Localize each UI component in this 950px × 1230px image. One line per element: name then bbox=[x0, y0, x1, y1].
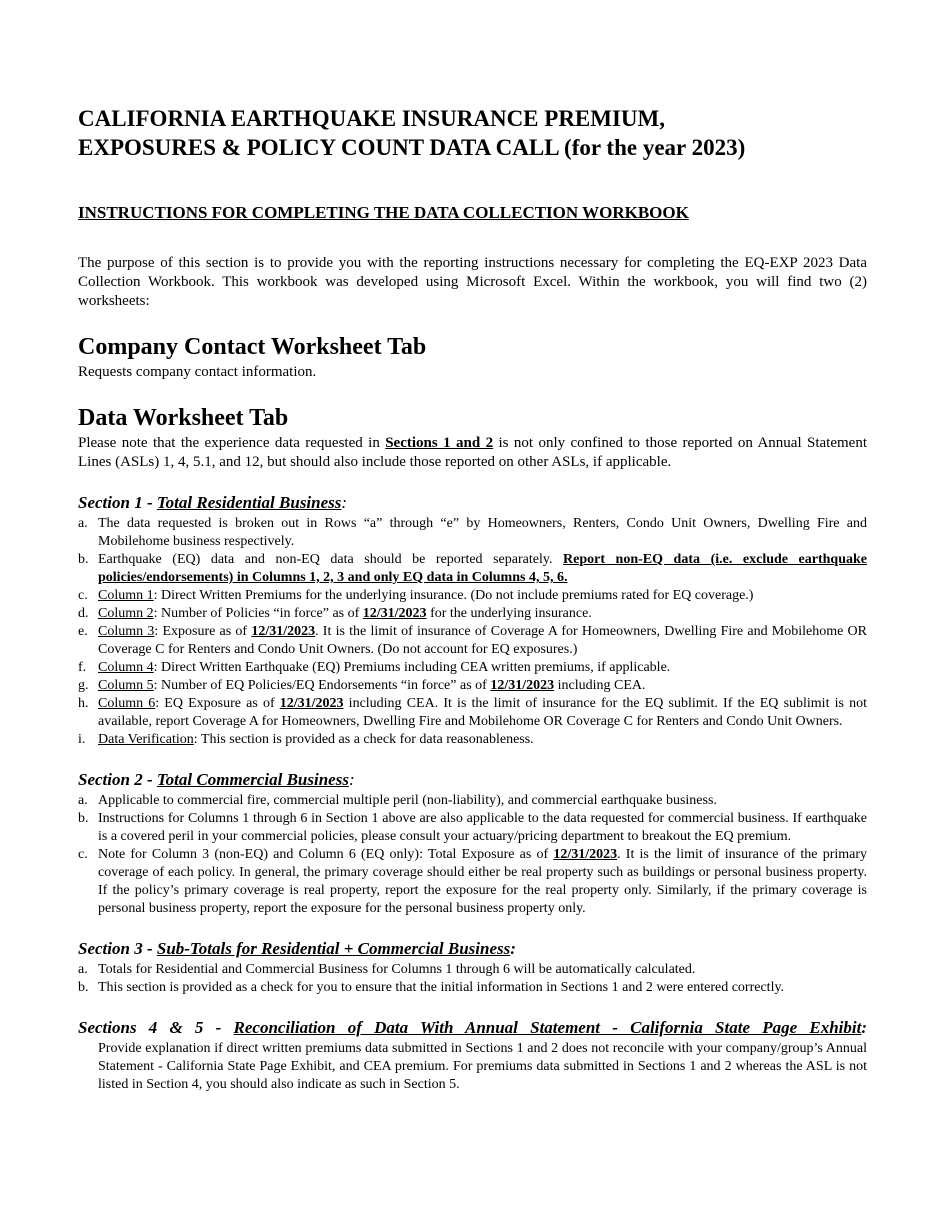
item-letter: b. bbox=[78, 552, 89, 567]
title-line-2: EXPOSURES & POLICY COUNT DATA CALL (for the year 2023) bbox=[78, 135, 746, 160]
note-sections-bold: Sections 1 and 2 bbox=[385, 435, 494, 451]
item-text: including CEA. It is the limit of insurance for the EQ sublimit. If the EQ sublimit is not available, report Coverage A for Homeowners, Dwelling Fire and Mobilehome OR Coverage C for Renters and Condo Unit Owners. bbox=[98, 696, 867, 729]
item-text: : Direct Written Premiums for the underlying insurance. (Do not include premiums rated for EQ coverage.) bbox=[153, 588, 754, 603]
item-text: : Number of Policies “in force” as of bbox=[153, 606, 363, 621]
item-letter: a. bbox=[78, 516, 88, 531]
item-letter: a. bbox=[78, 793, 88, 808]
section-3-title: Sub-Totals for Residential + Commercial Business bbox=[156, 939, 511, 958]
section-2-colon: : bbox=[348, 770, 355, 789]
column-label: Column 1 bbox=[98, 588, 154, 603]
section-4-5-prefix: Sections 4 & 5 - bbox=[78, 1018, 234, 1037]
section-3-heading bbox=[78, 938, 867, 960]
list-item bbox=[78, 731, 867, 749]
item-text: : Direct Written Earthquake (EQ) Premiums including CEA written premiums, if applicable. bbox=[153, 660, 671, 675]
section-3-colon: : bbox=[510, 939, 516, 958]
item-text: : Exposure as of bbox=[154, 624, 252, 639]
section-3-list bbox=[78, 961, 867, 997]
date-value: 12/31/2023 bbox=[362, 606, 427, 621]
section-2-heading bbox=[78, 769, 867, 791]
section-1-prefix: Section 1 - bbox=[78, 493, 157, 512]
section-2-title: Total Commercial Business bbox=[156, 770, 349, 789]
section-2-list bbox=[78, 792, 867, 918]
section-1-colon: : bbox=[341, 493, 348, 512]
data-worksheet-note bbox=[78, 434, 867, 472]
section-4-5-heading bbox=[78, 1017, 867, 1039]
section-2-prefix: Section 2 - bbox=[78, 770, 157, 789]
item-letter: e. bbox=[78, 624, 88, 639]
item-letter: b. bbox=[78, 811, 89, 826]
section-1-list bbox=[78, 515, 867, 749]
date-value: 12/31/2023 bbox=[553, 847, 618, 862]
note-post: is not only confined to those reported on Annual Statement Lines (ASLs) 1, 4, 5.1, and 12, but should also include those reported on other ASLs, if applicable. bbox=[78, 435, 867, 470]
item-text: Applicable to commercial fire, commercial multiple peril (non-liability), and commercial earthquake business. bbox=[98, 793, 717, 808]
column-label: Column 3 bbox=[98, 624, 155, 639]
company-contact-tab-heading: Company Contact Worksheet Tab bbox=[78, 334, 427, 360]
item-text: Totals for Residential and Commercial Business for Columns 1 through 6 will be automatically calculated. bbox=[98, 962, 696, 977]
item-text: The data requested is broken out in Rows “a” through “e” by Homeowners, Renters, Condo Unit Owners, Dwelling Fire and Mobilehome business respectively. bbox=[98, 516, 867, 549]
date-value: 12/31/2023 bbox=[490, 678, 555, 693]
list-item bbox=[78, 810, 867, 846]
item-letter: g. bbox=[78, 678, 89, 693]
list-item bbox=[78, 677, 867, 695]
item-text: including CEA. bbox=[554, 678, 646, 693]
item-text: Note for Column 3 (non-EQ) and Column 6 (EQ only): Total Exposure as of bbox=[98, 847, 554, 862]
item-letter: h. bbox=[78, 696, 89, 711]
column-label: Column 6 bbox=[98, 696, 156, 711]
item-letter: b. bbox=[78, 980, 89, 995]
item-text: : This section is provided as a check for data reasonableness. bbox=[193, 732, 534, 747]
item-text: for the underlying insurance. bbox=[426, 606, 592, 621]
intro-paragraph: The purpose of this section is to provide you with the reporting instructions necessary for completing the EQ-EXP 2023 Data Collection Workbook. This workbook was developed using Microsoft Excel. Within the workbook, you will find two (2) worksheets: bbox=[78, 255, 867, 309]
date-value: 12/31/2023 bbox=[279, 696, 344, 711]
list-item bbox=[78, 792, 867, 810]
item-bold-text: Report non-EQ data (i.e. exclude earthquake policies/endorsements) in Columns 1, 2, 3 and only EQ data in Columns 4, 5, 6. bbox=[98, 552, 867, 585]
date-value: 12/31/2023 bbox=[251, 624, 316, 639]
item-text: . It is the limit of insurance of Coverage A for Homeowners, Dwelling Fire and Mobilehome OR Coverage C for Renters and Condo Unit Owners. (Do not account for EQ exposures.) bbox=[98, 624, 868, 657]
column-label: Column 4 bbox=[98, 660, 154, 675]
list-item bbox=[78, 551, 867, 587]
list-item bbox=[78, 623, 867, 659]
section-3-prefix: Section 3 - bbox=[78, 939, 157, 958]
section-4-5-colon: : bbox=[861, 1018, 867, 1037]
item-letter: i. bbox=[78, 732, 86, 747]
item-text: : EQ Exposure as of bbox=[155, 696, 280, 711]
item-text: Earthquake (EQ) data and non-EQ data should be reported separately. bbox=[98, 552, 563, 567]
list-item bbox=[78, 659, 867, 677]
company-contact-tab-desc: Requests company contact information. bbox=[78, 364, 317, 380]
item-letter: c. bbox=[78, 588, 88, 603]
item-text: Instructions for Columns 1 through 6 in Section 1 above are also applicable to the data requested for commercial business. If earthquake is a covered peril in your commercial policies, please consult your actuary/pricing department to breakout the EQ premium. bbox=[98, 811, 867, 844]
column-label: Column 5 bbox=[98, 678, 154, 693]
list-item bbox=[78, 695, 867, 731]
document-content bbox=[78, 104, 867, 1094]
list-item bbox=[78, 605, 867, 623]
item-text: This section is provided as a check for you to ensure that the initial information in Sections 1 and 2 were entered correctly. bbox=[98, 980, 785, 995]
column-label: Column 2 bbox=[98, 606, 154, 621]
title-line-1: CALIFORNIA EARTHQUAKE INSURANCE PREMIUM, bbox=[78, 106, 666, 131]
section-1-title: Total Residential Business bbox=[156, 493, 342, 512]
item-letter: f. bbox=[78, 660, 87, 675]
list-item bbox=[78, 587, 867, 605]
item-letter: d. bbox=[78, 606, 89, 621]
item-text: . It is the limit of insurance of the primary coverage of each policy. In general, the primary coverage should either be real property such as buildings or personal business property. If the policy’s primary coverage is real property, report the exposure for the real property only. Similarly, if the primary coverage is personal business property, report the exposure for the personal business property only. bbox=[98, 847, 868, 916]
instructions-heading: INSTRUCTIONS FOR COMPLETING THE DATA COLLECTION WORKBOOK bbox=[78, 203, 689, 222]
list-item bbox=[78, 961, 867, 979]
item-text: : Number of EQ Policies/EQ Endorsements “in force” as of bbox=[153, 678, 491, 693]
note-pre: Please note that the experience data requested in bbox=[78, 435, 386, 451]
section-4-5-title: Reconciliation of Data With Annual Statement - California State Page Exhibit bbox=[233, 1018, 862, 1037]
data-worksheet-tab-heading: Data Worksheet Tab bbox=[78, 405, 289, 431]
list-item bbox=[78, 979, 867, 997]
item-letter: c. bbox=[78, 847, 88, 862]
item-letter: a. bbox=[78, 962, 88, 977]
column-label: Data Verification bbox=[98, 732, 194, 747]
list-item bbox=[78, 846, 867, 918]
section-1-heading bbox=[78, 492, 867, 514]
document-title bbox=[78, 104, 867, 162]
list-item bbox=[78, 515, 867, 551]
section-4-5-text: Provide explanation if direct written premiums data submitted in Sections 1 and 2 does not reconcile with your company/group’s Annual Statement - California State Page Exhibit, and CEA premium. For premiums data submitted in Sections 1 and 2 whereas the ASL is not listed in Section 4, you should also indicate as such in Section 5. bbox=[98, 1041, 867, 1092]
